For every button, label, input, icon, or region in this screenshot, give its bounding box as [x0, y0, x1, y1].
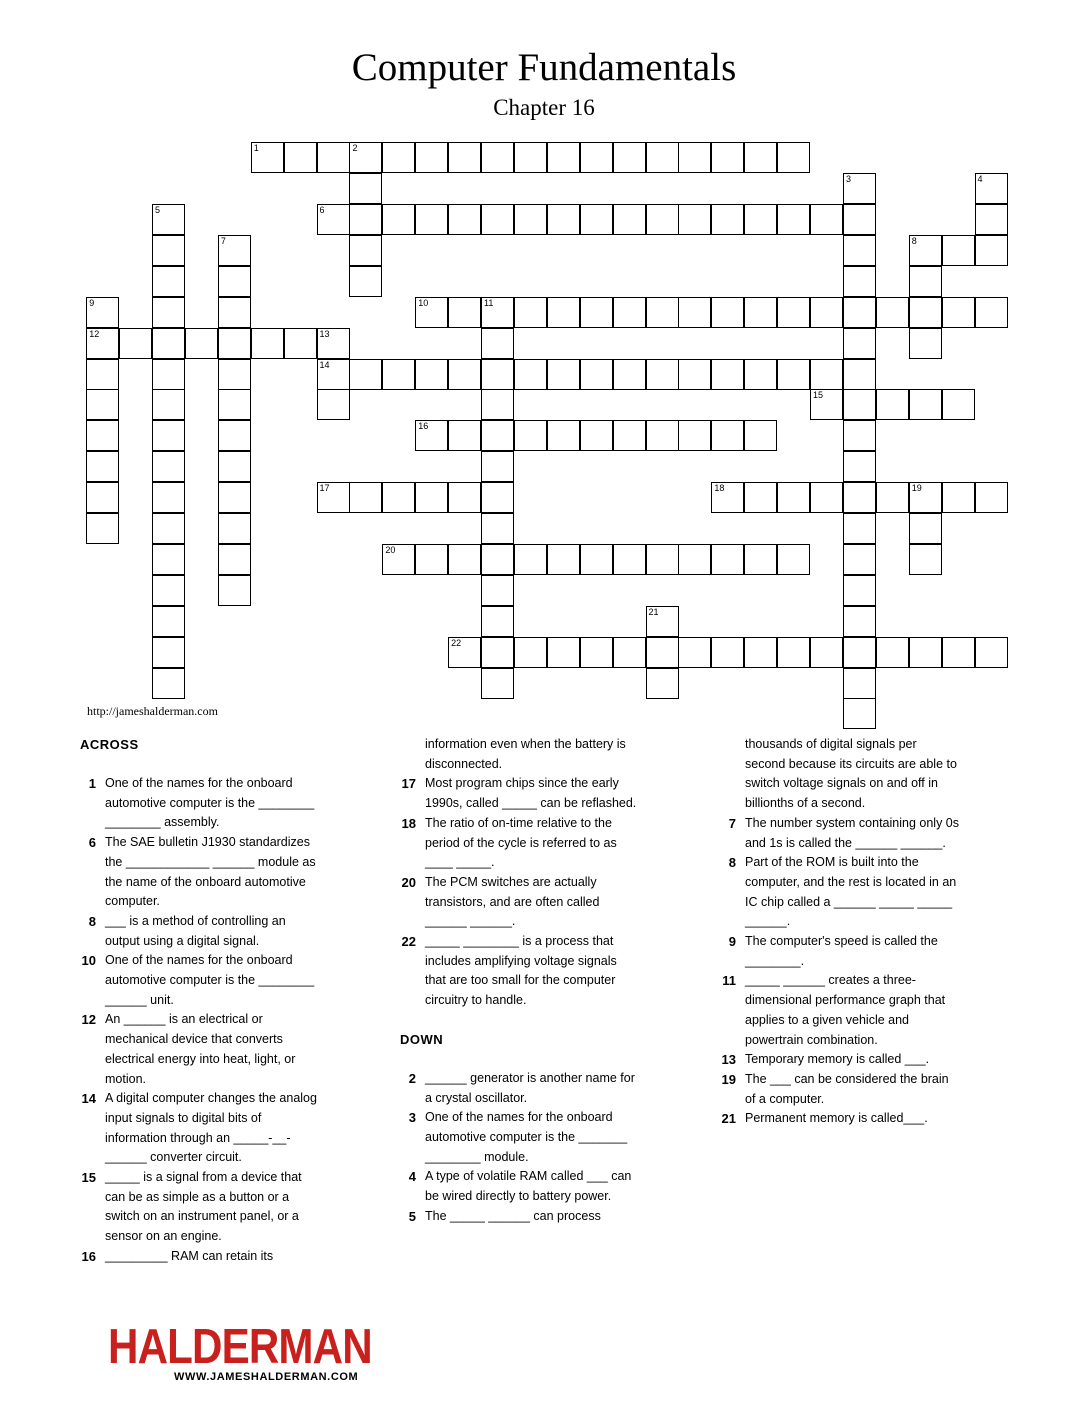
grid-cell[interactable] [646, 544, 679, 575]
grid-cell[interactable] [744, 204, 777, 235]
grid-cell[interactable] [152, 266, 185, 297]
grid-cell[interactable] [909, 328, 942, 359]
grid-cell[interactable] [415, 482, 448, 513]
grid-cell[interactable] [975, 297, 1008, 328]
grid-cell[interactable] [86, 420, 119, 451]
grid-cell[interactable] [415, 204, 448, 235]
grid-cell[interactable] [843, 698, 876, 729]
cell-number: 13 [319, 328, 330, 339]
cell-number: 2 [352, 143, 358, 154]
grid-cell[interactable] [86, 513, 119, 544]
grid-cell[interactable] [152, 513, 185, 544]
grid-cell[interactable] [86, 359, 119, 390]
grid-cell[interactable] [876, 637, 909, 668]
grid-cell[interactable] [119, 328, 152, 359]
grid-cell[interactable] [382, 204, 415, 235]
grid-cell[interactable] [152, 235, 185, 266]
grid-cell[interactable] [152, 451, 185, 482]
grid-cell[interactable] [481, 359, 514, 390]
grid-cell[interactable] [678, 420, 711, 451]
grid-cell[interactable] [481, 606, 514, 637]
grid-cell[interactable] [646, 142, 679, 173]
grid-cell[interactable] [613, 637, 646, 668]
grid-cell[interactable] [942, 235, 975, 266]
cell-number: 7 [220, 235, 226, 246]
cell-number: 8 [911, 235, 917, 246]
grid-cell[interactable] [975, 637, 1008, 668]
grid-cell[interactable] [415, 297, 448, 328]
grid-cell[interactable] [646, 297, 679, 328]
clue-column-2 [400, 735, 640, 1226]
clue-across-10: 10 One of the names for the onboard automotive computer is the ________ ______ unit. [81, 953, 315, 1007]
grid-cell[interactable] [843, 359, 876, 390]
grid-cell[interactable] [777, 637, 810, 668]
grid-cell[interactable] [481, 575, 514, 606]
cell-number: 14 [319, 359, 330, 370]
grid-cell[interactable] [218, 482, 251, 513]
grid-cell[interactable] [744, 420, 777, 451]
puzzle-title: Computer Fundamentals [351, 46, 737, 89]
clue-down-8: 8 Part of the ROM is built into the computer, and the rest is located in an IC chip called a ______ _____ _____ ______. [728, 855, 957, 929]
grid-cell[interactable] [284, 142, 317, 173]
grid-cell[interactable] [514, 637, 547, 668]
grid-cell[interactable] [580, 637, 613, 668]
logo-url: WWW.JAMESHALDERMAN.COM [174, 1371, 359, 1383]
grid-cell[interactable] [251, 142, 284, 173]
grid-cell[interactable] [942, 297, 975, 328]
clue-across-1: 1 One of the names for the onboard automotive computer is the ________ ________ assembly. [88, 776, 315, 830]
grid-cell[interactable] [152, 637, 185, 668]
grid-cell[interactable] [415, 544, 448, 575]
grid-cell[interactable] [909, 389, 942, 420]
grid-cell[interactable] [481, 328, 514, 359]
down-heading: DOWN [400, 1031, 444, 1047]
grid-cell[interactable] [514, 297, 547, 328]
grid-cell[interactable] [777, 359, 810, 390]
grid-cell[interactable] [646, 668, 679, 699]
grid-cell[interactable] [481, 637, 514, 668]
grid-cell[interactable] [777, 544, 810, 575]
grid-cell[interactable] [777, 204, 810, 235]
grid-cell[interactable] [218, 297, 251, 328]
grid-cell[interactable] [152, 297, 185, 328]
clue-across-16: 16 _________ RAM can retain its [81, 1248, 274, 1264]
grid-cell[interactable] [646, 420, 679, 451]
grid-cell[interactable] [481, 420, 514, 451]
clue-across-22: 22 _____ ________ is a process that includes amplifying voltage signals that are too small for the computer circuitry to handle. [401, 934, 617, 1008]
grid-cell[interactable] [744, 142, 777, 173]
clue-across-16-continued: information even when the battery is disconnected. [425, 737, 626, 771]
grid-cell[interactable] [646, 204, 679, 235]
grid-cell[interactable] [152, 544, 185, 575]
grid-cell[interactable] [152, 389, 185, 420]
grid-cell[interactable] [580, 297, 613, 328]
clue-across-14: 14 A digital computer changes the analog input signals to digital bits of information through an _____-__-______ converter circuit. [81, 1091, 317, 1165]
grid-cell[interactable] [975, 235, 1008, 266]
grid-cell[interactable] [580, 142, 613, 173]
grid-cell[interactable] [514, 544, 547, 575]
grid-cell[interactable] [843, 235, 876, 266]
grid-cell[interactable] [415, 359, 448, 390]
cell-number: 20 [385, 544, 396, 555]
cell-number: 12 [89, 328, 100, 339]
grid-cell[interactable] [711, 544, 744, 575]
grid-cell[interactable] [218, 328, 251, 359]
grid-cell[interactable] [349, 266, 382, 297]
grid-cell[interactable] [152, 420, 185, 451]
halderman-logo [108, 1321, 380, 1383]
grid-cell[interactable] [218, 359, 251, 390]
cell-number: 18 [714, 483, 725, 494]
clue-down-2: 2 ______ generator is another name for a crystal oscillator. [408, 1070, 635, 1105]
cell-number: 6 [319, 205, 325, 216]
clue-across-6: 6 The SAE bulletin J1930 standardizes the ____________ ______ module as the name of the onboard automotive computer. [88, 835, 316, 909]
grid-cell[interactable] [580, 544, 613, 575]
grid-cell[interactable] [218, 266, 251, 297]
grid-cell[interactable] [86, 451, 119, 482]
grid-cell[interactable] [711, 204, 744, 235]
grid-cell[interactable] [909, 297, 942, 328]
grid-cell[interactable] [646, 637, 679, 668]
cell-number: 3 [845, 174, 851, 185]
grid-cell[interactable] [382, 142, 415, 173]
grid-cell[interactable] [86, 389, 119, 420]
across-heading: ACROSS [80, 737, 139, 752]
grid-cell[interactable] [777, 482, 810, 513]
grid-cell[interactable] [448, 544, 481, 575]
grid-cell[interactable] [218, 235, 251, 266]
grid-cell[interactable] [514, 420, 547, 451]
grid-cell[interactable] [185, 328, 218, 359]
clue-down-19: 19 The ___ can be considered the brain of a computer. [721, 1071, 949, 1106]
grid-cell[interactable] [415, 420, 448, 451]
grid-cell[interactable] [86, 482, 119, 513]
grid-cell[interactable] [678, 359, 711, 390]
grid-cell[interactable] [514, 204, 547, 235]
clue-across-15: 15 _____ is a signal from a device that can be as simple as a button or a switch on an instrument panel, or a sensor on an engine. [81, 1170, 302, 1244]
grid-cell[interactable] [909, 637, 942, 668]
grid-cell[interactable] [711, 142, 744, 173]
grid-cell[interactable] [251, 328, 284, 359]
grid-cell[interactable] [349, 235, 382, 266]
grid-cell[interactable] [810, 482, 843, 513]
grid-cell[interactable] [678, 204, 711, 235]
grid-cell[interactable] [744, 297, 777, 328]
grid-cell[interactable] [744, 482, 777, 513]
grid-cell[interactable] [810, 359, 843, 390]
grid-cell[interactable] [349, 173, 382, 204]
grid-cell[interactable] [547, 420, 580, 451]
grid-cell[interactable] [613, 142, 646, 173]
grid-cell[interactable] [843, 389, 876, 420]
clue-down-5: 5 The _____ ______ can process [408, 1208, 601, 1224]
grid-cell[interactable] [711, 420, 744, 451]
clue-down-7: 7 The number system containing only 0s and 1s is called the ______ ______. [728, 815, 959, 850]
cell-number: 1 [253, 143, 259, 154]
grid-cell[interactable] [909, 482, 942, 513]
grid-cell[interactable] [810, 389, 843, 420]
grid-cell[interactable] [481, 544, 514, 575]
cell-number: 16 [418, 421, 429, 432]
grid-cell[interactable] [218, 513, 251, 544]
grid-cell[interactable] [843, 544, 876, 575]
clue-down-11: 11 _____ ______ creates a three-dimensional performance graph that applies to a given vehicle and powertrain combination. [722, 973, 946, 1047]
grid-cell[interactable] [613, 204, 646, 235]
grid-cell[interactable] [448, 359, 481, 390]
grid-cell[interactable] [317, 142, 350, 173]
grid-cell[interactable] [218, 389, 251, 420]
clue-down-5-continued: thousands of digital signals per second because its circuits are able to switch voltage signals on and off in billionths of a second. [745, 737, 957, 811]
puzzle-subtitle: Chapter 16 [493, 95, 595, 120]
grid-cell[interactable] [843, 266, 876, 297]
grid-cell[interactable] [843, 173, 876, 204]
source-url: http://jameshalderman.com [87, 704, 218, 718]
grid-cell[interactable] [547, 544, 580, 575]
clue-down-3: 3 One of the names for the onboard automotive computer is the _______ ________ module. [408, 1110, 628, 1164]
grid-cell[interactable] [843, 297, 876, 328]
clue-down-9: 9 The computer's speed is called the ________. [728, 934, 938, 968]
grid-cell[interactable] [152, 606, 185, 637]
grid-cell[interactable] [481, 204, 514, 235]
clue-across-8: 8 ___ is a method of controlling an output using a digital signal. [88, 913, 286, 948]
grid-cell[interactable] [547, 637, 580, 668]
grid-cell[interactable] [152, 575, 185, 606]
grid-cell[interactable] [86, 297, 119, 328]
grid-cell[interactable] [975, 173, 1008, 204]
grid-cell[interactable] [843, 606, 876, 637]
grid-cell[interactable] [481, 668, 514, 699]
grid-cell[interactable] [218, 420, 251, 451]
grid-cell[interactable] [547, 359, 580, 390]
grid-cell[interactable] [744, 637, 777, 668]
grid-cell[interactable] [317, 359, 350, 390]
grid-cell[interactable] [382, 482, 415, 513]
grid-cell[interactable] [678, 142, 711, 173]
grid-cell[interactable] [448, 297, 481, 328]
grid-cell[interactable] [481, 451, 514, 482]
cell-number: 22 [451, 637, 462, 648]
grid-cell[interactable] [152, 328, 185, 359]
grid-cell[interactable] [843, 204, 876, 235]
grid-cell[interactable] [547, 297, 580, 328]
grid-cell[interactable] [909, 266, 942, 297]
grid-cell[interactable] [317, 204, 350, 235]
grid-cell[interactable] [810, 637, 843, 668]
grid-cell[interactable] [909, 544, 942, 575]
grid-cell[interactable] [382, 544, 415, 575]
grid-cell[interactable] [218, 575, 251, 606]
clue-across-18: 18 The ratio of on-time relative to the period of the cycle is referred to as ____ _____. [401, 815, 617, 870]
grid-cell[interactable] [909, 235, 942, 266]
clue-down-21: 21 Permanent memory is called___. [721, 1111, 928, 1127]
grid-cell[interactable] [448, 420, 481, 451]
grid-cell[interactable] [284, 328, 317, 359]
clue-down-4: 4 A type of volatile RAM called ___ can be wired directly to battery power. [408, 1169, 632, 1204]
grid-cell[interactable] [218, 544, 251, 575]
grid-cell[interactable] [843, 451, 876, 482]
grid-cell[interactable] [711, 297, 744, 328]
grid-cell[interactable] [843, 420, 876, 451]
grid-cell[interactable] [547, 204, 580, 235]
grid-cell[interactable] [843, 575, 876, 606]
grid-cell[interactable] [481, 482, 514, 513]
grid-cell[interactable] [909, 513, 942, 544]
grid-cell[interactable] [777, 142, 810, 173]
grid-cell[interactable] [876, 482, 909, 513]
grid-cell[interactable] [843, 328, 876, 359]
grid-cell[interactable] [317, 328, 350, 359]
grid-cell[interactable] [678, 297, 711, 328]
cell-number: 10 [418, 297, 429, 308]
grid-cell[interactable] [975, 204, 1008, 235]
grid-cell[interactable] [613, 297, 646, 328]
grid-cell[interactable] [843, 668, 876, 699]
cell-number: 4 [977, 174, 983, 185]
grid-cell[interactable] [876, 389, 909, 420]
grid-cell[interactable] [448, 142, 481, 173]
grid-cell[interactable] [580, 359, 613, 390]
cell-number: 15 [813, 390, 824, 401]
grid-cell[interactable] [152, 204, 185, 235]
grid-cell[interactable] [448, 204, 481, 235]
grid-cell[interactable] [152, 482, 185, 513]
clue-column-3 [720, 735, 960, 1129]
grid-cell[interactable] [415, 142, 448, 173]
clue-across-20: 20 The PCM switches are actually transistors, and are often called ______ ______. [401, 874, 600, 929]
grid-cell[interactable] [810, 297, 843, 328]
grid-cell[interactable] [349, 359, 382, 390]
grid-cell[interactable] [152, 359, 185, 390]
grid-cell[interactable] [646, 359, 679, 390]
grid-cell[interactable] [382, 359, 415, 390]
grid-cell[interactable] [580, 204, 613, 235]
grid-cell[interactable] [448, 637, 481, 668]
grid-cell[interactable] [843, 482, 876, 513]
grid-cell[interactable] [876, 297, 909, 328]
clue-down-13: 13 Temporary memory is called ___. [721, 1052, 930, 1068]
cell-number: 19 [911, 483, 922, 494]
clue-across-17: 17 Most program chips since the early 1990s, called _____ can be reflashed. [401, 776, 637, 811]
cell-number: 11 [484, 297, 494, 308]
grid-cell[interactable] [613, 420, 646, 451]
grid-cell[interactable] [843, 513, 876, 544]
grid-cell[interactable] [810, 204, 843, 235]
cell-number: 17 [319, 483, 330, 494]
grid-cell[interactable] [481, 142, 514, 173]
grid-cell[interactable] [613, 544, 646, 575]
grid-cell[interactable] [448, 482, 481, 513]
grid-cell[interactable] [843, 637, 876, 668]
clue-across-12: 12 An ______ is an electrical or mechanical device that converts electrical energy into heat, light, or motion. [81, 1012, 296, 1086]
grid-cell[interactable] [613, 359, 646, 390]
grid-cell[interactable] [744, 359, 777, 390]
cell-number: 9 [89, 297, 95, 308]
grid-cell[interactable] [317, 389, 350, 420]
grid-cell[interactable] [744, 544, 777, 575]
grid-cell[interactable] [711, 637, 744, 668]
grid-cell[interactable] [218, 451, 251, 482]
grid-cell[interactable] [514, 359, 547, 390]
grid-cell[interactable] [942, 482, 975, 513]
clue-column-1 [80, 735, 320, 1267]
grid-cell[interactable] [547, 142, 580, 173]
grid-cell[interactable] [678, 637, 711, 668]
grid-cell[interactable] [349, 142, 382, 173]
grid-cell[interactable] [152, 668, 185, 699]
grid-cell[interactable] [481, 513, 514, 544]
grid-cell[interactable] [481, 389, 514, 420]
grid-cell[interactable] [942, 637, 975, 668]
grid-cell[interactable] [975, 482, 1008, 513]
grid-cell[interactable] [711, 359, 744, 390]
cell-number: 5 [155, 205, 161, 216]
grid-cell[interactable] [317, 482, 350, 513]
grid-cell[interactable] [942, 389, 975, 420]
grid-cell[interactable] [514, 142, 547, 173]
grid-cell[interactable] [349, 204, 382, 235]
grid-cell[interactable] [678, 544, 711, 575]
grid-cell[interactable] [481, 297, 514, 328]
cell-number: 21 [648, 606, 659, 617]
grid-cell[interactable] [349, 482, 382, 513]
grid-cell[interactable] [646, 606, 679, 637]
grid-cell[interactable] [711, 482, 744, 513]
grid-cell[interactable] [777, 297, 810, 328]
logo-brand: HALDERMAN [108, 1320, 372, 1374]
grid-cell[interactable] [86, 328, 119, 359]
grid-cell[interactable] [580, 420, 613, 451]
